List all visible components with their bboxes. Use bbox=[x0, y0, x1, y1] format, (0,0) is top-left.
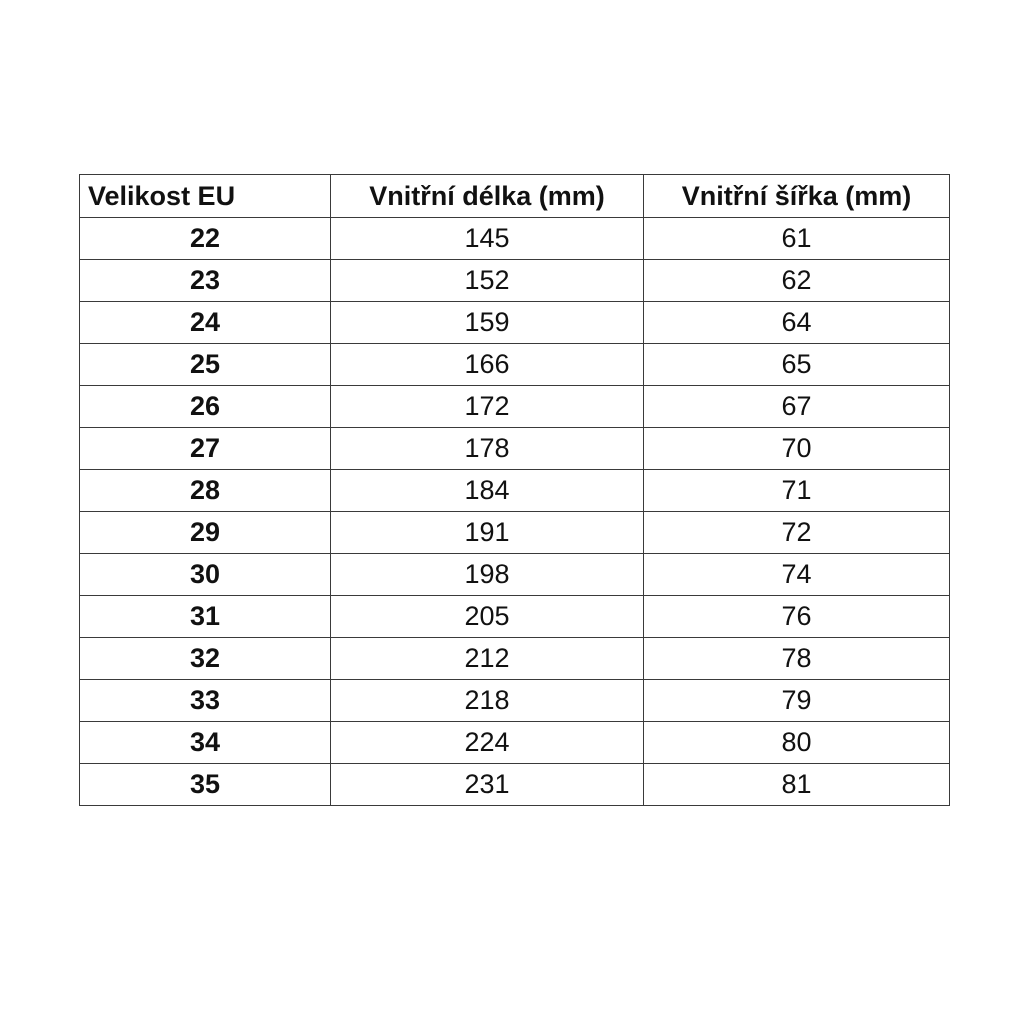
table-row bbox=[80, 218, 950, 260]
cell-length: 152 bbox=[331, 260, 644, 302]
cell-length: 184 bbox=[331, 470, 644, 512]
cell-width: 74 bbox=[644, 554, 950, 596]
table-row bbox=[80, 764, 950, 806]
table-row bbox=[80, 386, 950, 428]
cell-width: 61 bbox=[644, 218, 950, 260]
cell-width: 76 bbox=[644, 596, 950, 638]
header-length: Vnitřní délka (mm) bbox=[331, 175, 644, 218]
cell-length: 198 bbox=[331, 554, 644, 596]
header-row bbox=[80, 175, 950, 218]
cell-size: 24 bbox=[80, 302, 331, 344]
cell-size: 28 bbox=[80, 470, 331, 512]
cell-length: 205 bbox=[331, 596, 644, 638]
cell-width: 62 bbox=[644, 260, 950, 302]
cell-length: 231 bbox=[331, 764, 644, 806]
cell-width: 78 bbox=[644, 638, 950, 680]
table-row bbox=[80, 596, 950, 638]
cell-length: 172 bbox=[331, 386, 644, 428]
table-row bbox=[80, 680, 950, 722]
table-row bbox=[80, 554, 950, 596]
cell-width: 71 bbox=[644, 470, 950, 512]
cell-size: 26 bbox=[80, 386, 331, 428]
cell-length: 145 bbox=[331, 218, 644, 260]
header-width: Vnitřní šířka (mm) bbox=[644, 175, 950, 218]
cell-width: 65 bbox=[644, 344, 950, 386]
table-row bbox=[80, 302, 950, 344]
cell-width: 67 bbox=[644, 386, 950, 428]
cell-width: 81 bbox=[644, 764, 950, 806]
cell-size: 29 bbox=[80, 512, 331, 554]
cell-size: 32 bbox=[80, 638, 331, 680]
cell-length: 212 bbox=[331, 638, 644, 680]
cell-length: 178 bbox=[331, 428, 644, 470]
cell-length: 191 bbox=[331, 512, 644, 554]
table-row bbox=[80, 722, 950, 764]
cell-width: 79 bbox=[644, 680, 950, 722]
table-row bbox=[80, 638, 950, 680]
cell-length: 224 bbox=[331, 722, 644, 764]
cell-size: 30 bbox=[80, 554, 331, 596]
cell-width: 70 bbox=[644, 428, 950, 470]
cell-size: 25 bbox=[80, 344, 331, 386]
size-chart-table bbox=[79, 174, 950, 806]
header-size: Velikost EU bbox=[80, 175, 331, 218]
cell-length: 159 bbox=[331, 302, 644, 344]
cell-size: 35 bbox=[80, 764, 331, 806]
table-row bbox=[80, 344, 950, 386]
table-header bbox=[80, 175, 950, 218]
cell-size: 34 bbox=[80, 722, 331, 764]
table-body bbox=[80, 218, 950, 806]
table-row bbox=[80, 470, 950, 512]
cell-size: 23 bbox=[80, 260, 331, 302]
cell-size: 31 bbox=[80, 596, 331, 638]
cell-length: 166 bbox=[331, 344, 644, 386]
table-row bbox=[80, 512, 950, 554]
cell-length: 218 bbox=[331, 680, 644, 722]
cell-width: 64 bbox=[644, 302, 950, 344]
cell-size: 22 bbox=[80, 218, 331, 260]
table-row bbox=[80, 428, 950, 470]
cell-size: 27 bbox=[80, 428, 331, 470]
table-row bbox=[80, 260, 950, 302]
cell-size: 33 bbox=[80, 680, 331, 722]
cell-width: 72 bbox=[644, 512, 950, 554]
cell-width: 80 bbox=[644, 722, 950, 764]
